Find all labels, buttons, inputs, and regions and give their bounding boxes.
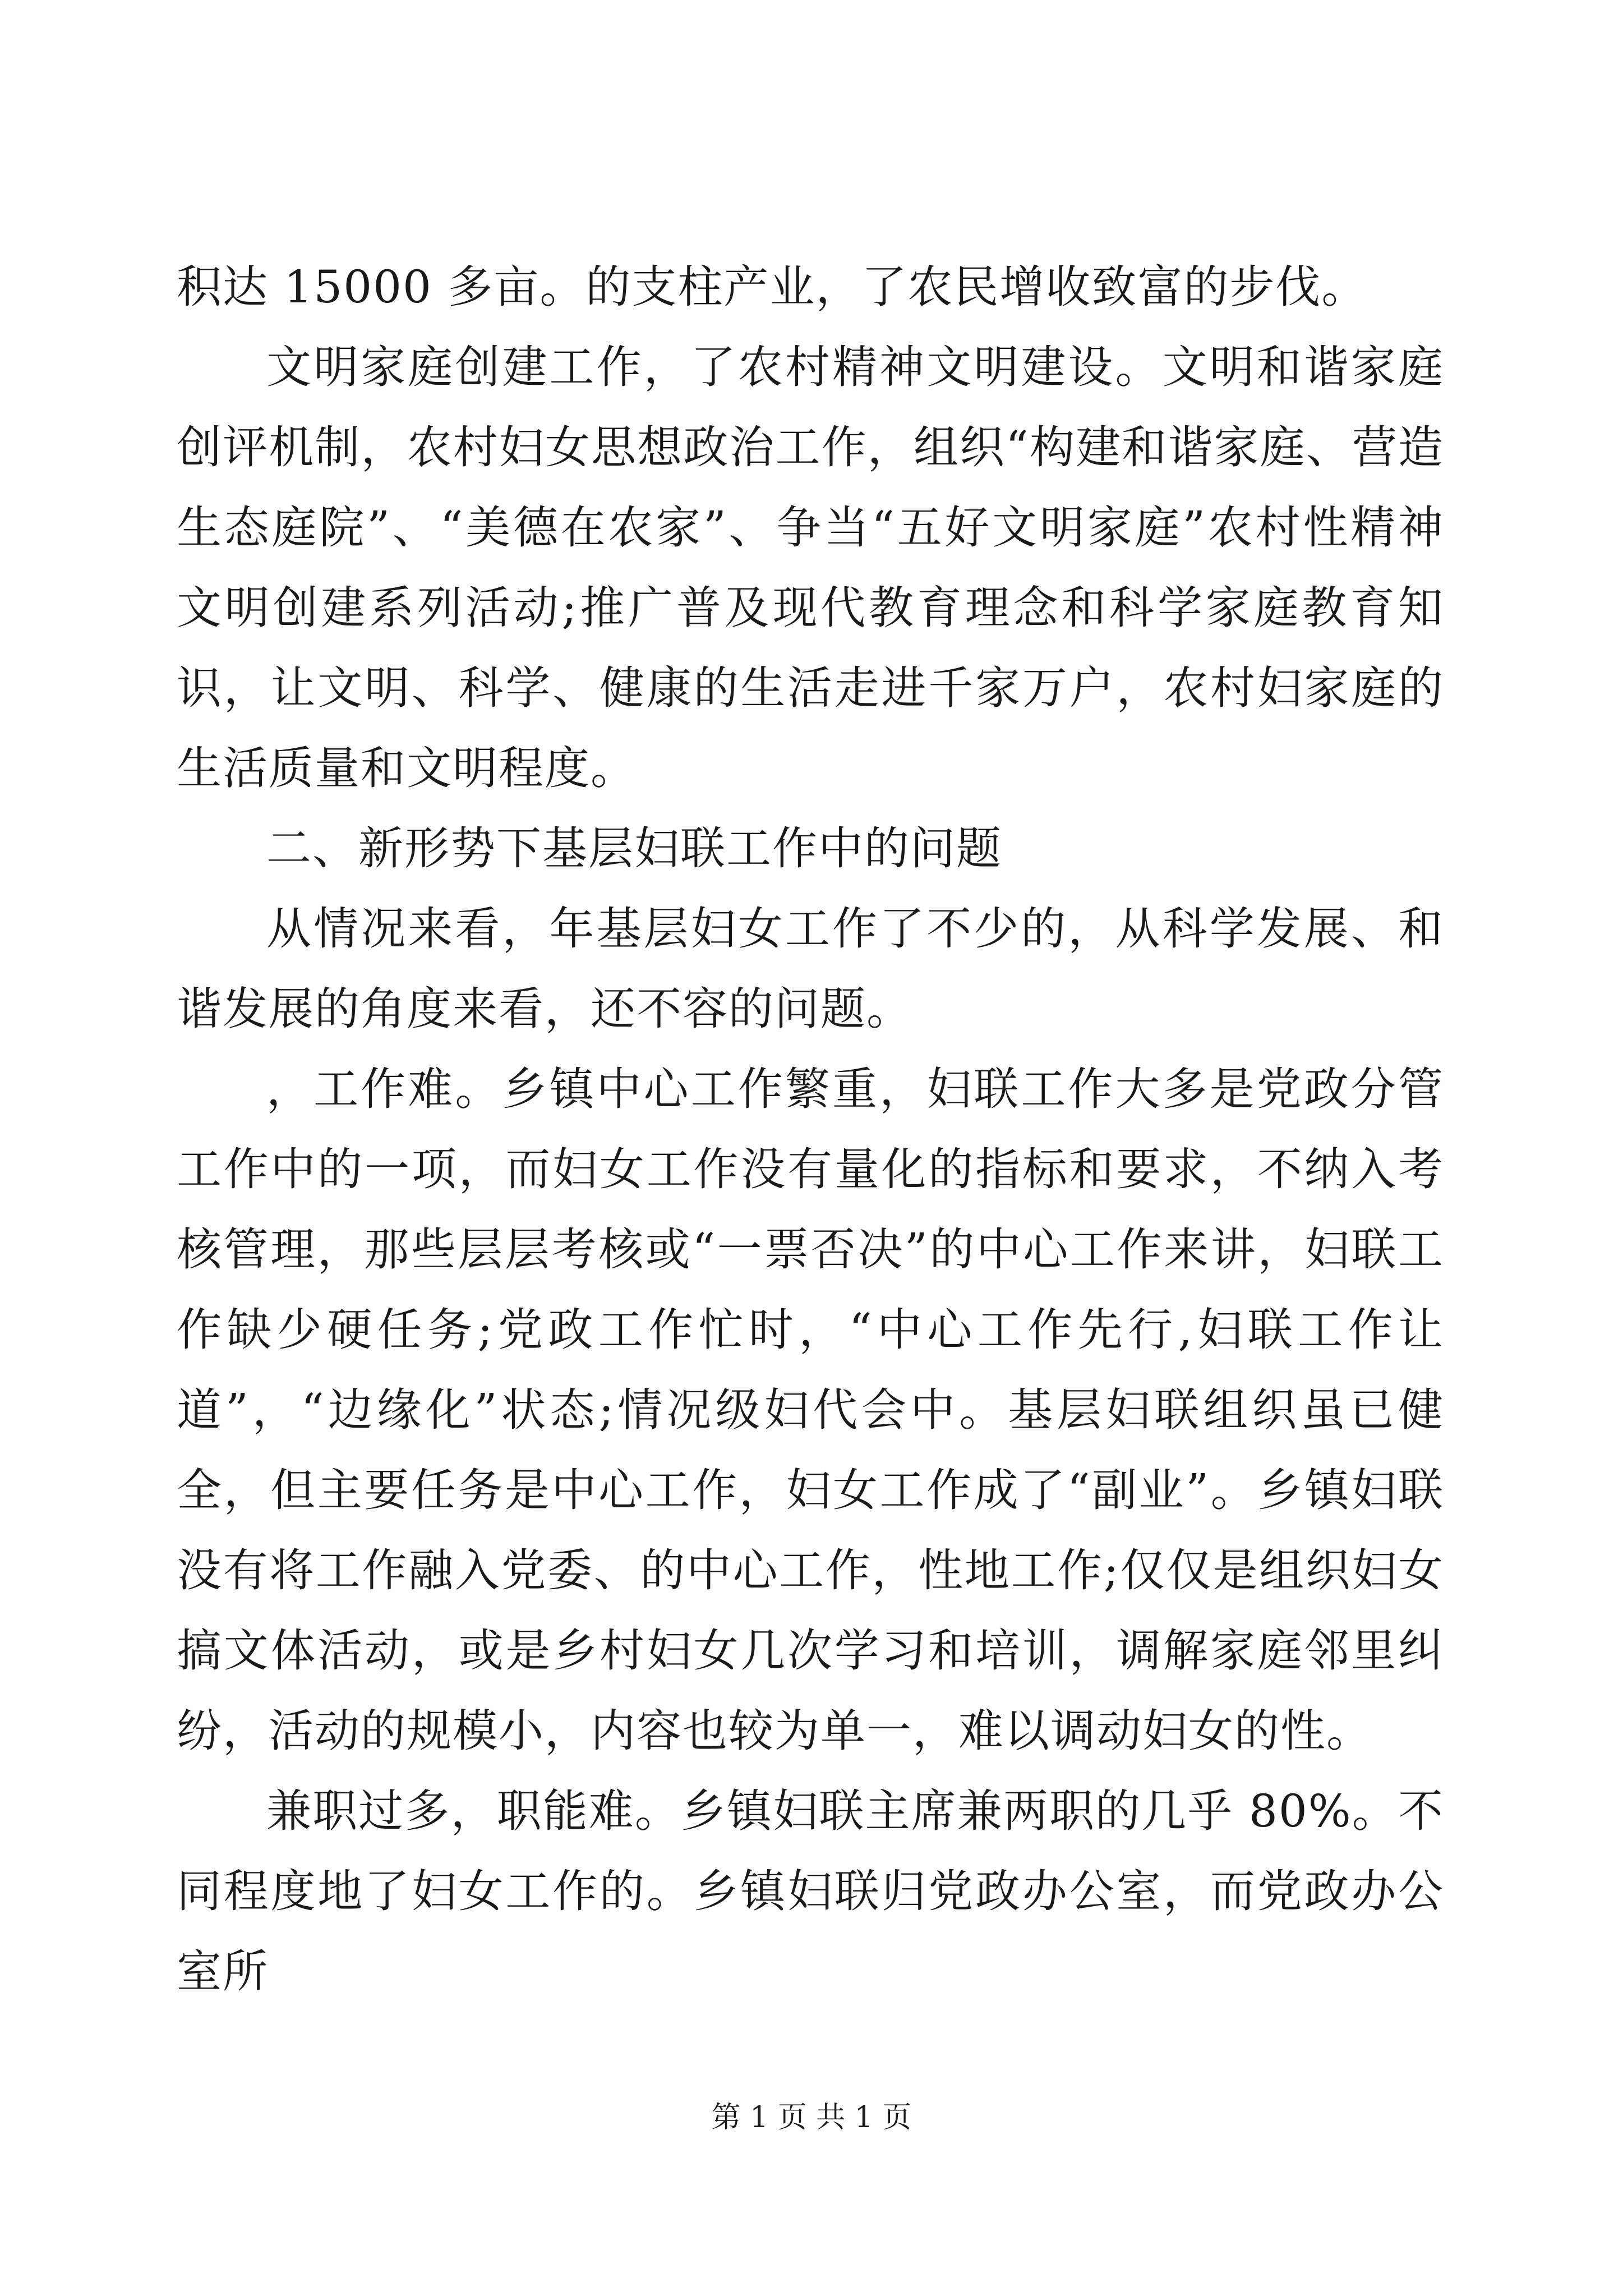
page-footer: 第 1 页 共 1 页 bbox=[711, 2101, 912, 2134]
paragraph-civilized-family: 文明家庭创建工作，了农村精神文明建设。文明和谐家庭创评机制，农村妇女思想政治工作，组织“构建和谐家庭、营造生态庭院”、“美德在农家”、争当“五好文明家庭”农村性精神文明创建系列活动;推广普及现代教育理念和科学家庭教育知识，让文明、科学、健康的生活走进千家万户，农村妇家庭的生活质量和文明程度。 bbox=[177, 341, 1444, 794]
paragraph-work-difficulty: ，工作难。乡镇中心工作繁重，妇联工作大多是党政分管工作中的一项，而妇女工作没有量化的指标和要求，不纳入考核管理，那些层层考核或“一票否决”的中心工作来讲，妇联工作缺少硬任务;党政工作忙时，“中心工作先行,妇联工作让道”，“边缘化”状态;情况级妇代会中。基层妇联组织虽已健全，但主要任务是中心工作，妇女工作成了“副业”。乡镇妇联没有将工作融入党委、的中心工作，性地工作;仅仅是组织妇女搞文体活动，或是乡村妇女几次学习和培训，调解家庭邻里纠纷，活动的规模小，内容也较为单一，难以调动妇女的性。 bbox=[177, 1063, 1444, 1757]
paragraph-overview: 从情况来看，年基层妇女工作了不少的，从科学发展、和谐发展的角度来看，还不容的问题。 bbox=[177, 903, 1444, 1035]
document-body bbox=[177, 247, 1444, 2012]
paragraph-part-time-duties: 兼职过多，职能难。乡镇妇联主席兼两职的几乎 80%。不同程度地了妇女工作的。乡镇妇联归党政办公室，而党政办公室所 bbox=[177, 1785, 1444, 1998]
section-heading-problems: 二、新形势下基层妇联工作中的问题 bbox=[266, 822, 1002, 875]
paragraph-continuation: 积达 15000 多亩。的支柱产业，了农民增收致富的步伐。 bbox=[177, 261, 1368, 313]
